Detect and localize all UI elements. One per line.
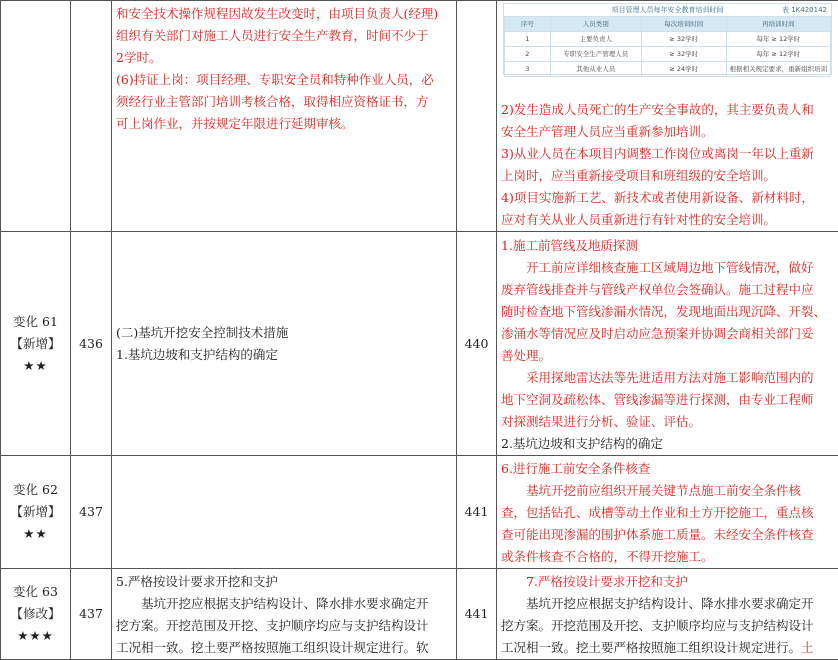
importance-stars: ★★ — [1, 523, 70, 545]
new-text-line: 或条件核查不合格的，不得开挖施工。 — [497, 546, 838, 568]
old-text-line: 挖方案。开挖范围及开挖、支护顺序均应与支护结构设计 — [112, 615, 456, 637]
importance-stars: ★★ — [1, 355, 70, 377]
old-text-line: 组织有关部门对施工人员进行安全生产教育，时间不少于 — [112, 25, 456, 47]
new-page-cell — [457, 1, 497, 232]
header-cell: 人员类别 — [550, 17, 641, 32]
new-text-cell — [497, 569, 838, 660]
cell: 根据相关规定要求，重新组织培训 — [726, 62, 830, 77]
old-text-line: 1.基坑边坡和支护结构的确定 — [112, 344, 456, 366]
table-row — [1, 1, 838, 232]
new-text-line: 查可能出现渗漏的围护体系施工质量。未经安全条件核查 — [497, 524, 838, 546]
table-row — [1, 232, 838, 456]
new-text-line: 基坑开挖应根据支护结构设计、降水排水要求确定开 — [497, 593, 838, 615]
cell: ≥ 24学时 — [641, 62, 726, 77]
new-page-cell: 440 — [457, 232, 497, 456]
cell: 主要负责人 — [550, 32, 641, 47]
old-text-cell — [112, 232, 457, 456]
old-text-cell — [112, 1, 457, 232]
new-text-line: 查，包括钻孔、成槽等动土作业和土方开挖施工，重点核 — [497, 502, 838, 524]
change-label-cell — [1, 569, 71, 660]
new-text-cell — [497, 232, 838, 456]
new-text-line: 渗涌水等情况应及时启动应急预案并协调会商相关部门妥 — [497, 323, 838, 345]
change-tag: 【新增】 — [1, 333, 70, 355]
old-text-line: 基坑开挖应根据支护结构设计、降水排水要求确定开 — [112, 593, 456, 615]
training-table-row — [505, 62, 831, 77]
new-text-line: 开工前应详细核查施工区域周边地下管线情况，做好 — [497, 257, 838, 279]
old-page-cell: 436 — [71, 232, 112, 456]
new-heading: 7.严格按设计要求开挖和支护 — [497, 571, 838, 593]
old-text-line: (二)基坑开挖安全控制技术措施 — [112, 322, 456, 344]
change-tag: 【修改】 — [1, 603, 70, 625]
change-number: 变化 61 — [1, 311, 70, 333]
old-page-cell: 437 — [71, 456, 112, 569]
change-label-cell — [1, 456, 71, 569]
old-text-line: 须经行业主管部门培训考核合格，取得相应资格证书，方 — [112, 91, 456, 113]
cell: 每年 ≥ 12学时 — [726, 32, 830, 47]
new-text-line: 2)发生造成人员死亡的生产安全事故的，其主要负责人和 — [497, 99, 838, 121]
old-text-cell — [112, 569, 457, 660]
cell: 其他从业人员 — [550, 62, 641, 77]
training-table-header — [505, 17, 831, 32]
change-tag: 【新增】 — [1, 501, 70, 523]
training-table-grid — [504, 16, 831, 77]
old-page-cell — [71, 1, 112, 232]
training-table-row — [505, 32, 831, 47]
old-text-line: 2学时。 — [112, 47, 456, 69]
cell: 专职安全生产管理人员 — [550, 47, 641, 62]
cell: 1 — [505, 32, 551, 47]
old-text-line: 和安全技术操作规程因故发生改变时，由项目负责人(经理) — [112, 3, 456, 25]
new-text-line: 上岗时，应当重新接受项目和班组级的安全培训。 — [497, 165, 838, 187]
cell: 3 — [505, 62, 551, 77]
change-number: 变化 62 — [1, 479, 70, 501]
old-text-line: 可上岗作业，并按规定年限进行延期审核。 — [112, 113, 456, 135]
old-heading: 5.严格按设计要求开挖和支护 — [112, 571, 456, 593]
change-label-cell — [1, 1, 71, 232]
new-text-cell — [497, 456, 838, 569]
header-cell: 序号 — [505, 17, 551, 32]
header-cell: 每次培训时间 — [641, 17, 726, 32]
old-text-line: (6)持证上岗：项目经理、专职安全员和特种作业人员，必 — [112, 69, 456, 91]
cell: 2 — [505, 47, 551, 62]
importance-stars: ★★★ — [1, 625, 70, 647]
new-page-cell: 441 — [457, 569, 497, 660]
new-heading: 6.进行施工前安全条件核查 — [497, 458, 838, 480]
training-table-row — [505, 47, 831, 62]
new-text-cell — [497, 1, 838, 232]
cell: ≥ 32学时 — [641, 32, 726, 47]
change-label-cell — [1, 232, 71, 456]
new-text-line: 安全生产管理人员应当重新参加培训。 — [497, 121, 838, 143]
new-text-line-main: 工况相一致。挖土要严格按照施工组织设计规定进行。 — [501, 640, 801, 655]
new-text-line: 基坑开挖前应组织开展关键节点施工前安全条件核 — [497, 480, 838, 502]
new-text-line: 2.基坑边坡和支护结构的确定 — [497, 433, 838, 455]
old-text-cell — [112, 456, 457, 569]
cell: 每年 ≥ 12学时 — [726, 47, 830, 62]
new-text-line: 地下空洞及疏松体、管线渗漏等进行探测，由专业工程师 — [497, 389, 838, 411]
training-table-title-text: 项目管理人员每年安全教育培训时间 — [612, 6, 724, 14]
new-text-line: 采用探地雷达法等先进适用方法对施工影响范围内的 — [497, 367, 838, 389]
table-row — [1, 569, 838, 660]
new-text-line: 随时检查地下管线渗漏水情况，发现地面出现沉降、开裂、 — [497, 301, 838, 323]
new-text-line: 4)项目实施新工艺、新技术或者使用新设备、新材料时， — [497, 187, 838, 209]
change-number: 变化 63 — [1, 581, 70, 603]
training-table-title — [504, 4, 831, 16]
cell: ≥ 32学时 — [641, 47, 726, 62]
old-page-cell: 437 — [71, 569, 112, 660]
new-text-line: 3)从业人员在本项目内调整工作岗位或离岗一年以上重新 — [497, 143, 838, 165]
table-row — [1, 456, 838, 569]
header-cell: 再培训时间 — [726, 17, 830, 32]
new-text-line: 善处理。 — [497, 345, 838, 367]
new-page-cell: 441 — [457, 456, 497, 569]
new-text-line: 对探测结果进行分析、验证、评估。 — [497, 411, 838, 433]
new-text-line: 应对有关从业人员重新进行有针对性的安全培训。 — [497, 209, 838, 231]
new-text-line: 废弃管线排查并与管线产权单位会签确认。施工过程中应 — [497, 279, 838, 301]
training-table-tag: 表 1K420142 — [782, 4, 827, 16]
new-text-line — [497, 637, 838, 659]
old-text-line: 工况相一致。挖土要严格按照施工组织设计规定进行。软 — [112, 637, 456, 659]
new-text-red-tail: 土 — [801, 640, 814, 655]
new-text-line: 挖方案。开挖范围及开挖、支护顺序均应与支护结构设计 — [497, 615, 838, 637]
training-time-table — [503, 3, 832, 75]
new-heading: 1.施工前管线及地质探测 — [497, 235, 838, 257]
